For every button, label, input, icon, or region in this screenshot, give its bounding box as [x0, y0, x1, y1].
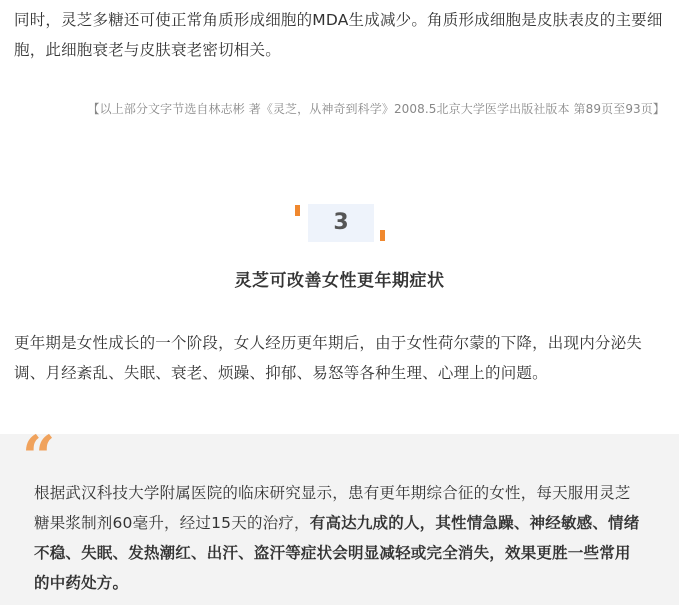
quote-text-normal: 根据武汉科技大学附属医院的临床研究显示，患有更年期综合征的女性，每天服用灵芝糖果浆制剂60毫升，经过15天的治疗，: [34, 484, 631, 532]
section-number: 3: [308, 204, 374, 242]
section-title: 灵芝可改善女性更年期症状: [234, 271, 445, 291]
section-paragraph: 更年期是女性成长的一个阶段，女人经历更年期后，由于女性荷尔蒙的下降，出现内分泌失调、月经紊乱、失眠、衰老、烦躁、抑郁、易怒等各种生理、心理上的问题。: [14, 334, 643, 382]
intro-paragraph: 同时，灵芝多糖还可使正常角质形成细胞的MDA生成减少。角质形成细胞是皮肤表皮的主要细胞，此细胞衰老与皮肤衰老密切相关。: [14, 11, 663, 59]
section-number-badge: [293, 203, 388, 249]
corner-accent-top-left: [295, 205, 300, 216]
quote-text-bold: 有高达九成的人，其性情急躁、神经敏感、情绪不稳、失眠、发热潮红、出汗、盗汗等症状会明显减轻或完全消失，效果更胜一些常用的中药处方。: [34, 514, 640, 592]
quote-mark-icon: “: [22, 423, 56, 491]
source-citation: 【以上部分文字节选自林志彬 著《灵芝，从神奇到科学》2008.5北京大学医学出版社版本 第89页至93页】: [87, 102, 665, 116]
corner-accent-bottom-right: [380, 230, 385, 241]
quote-text: [34, 478, 646, 598]
quote-block: [0, 423, 679, 605]
